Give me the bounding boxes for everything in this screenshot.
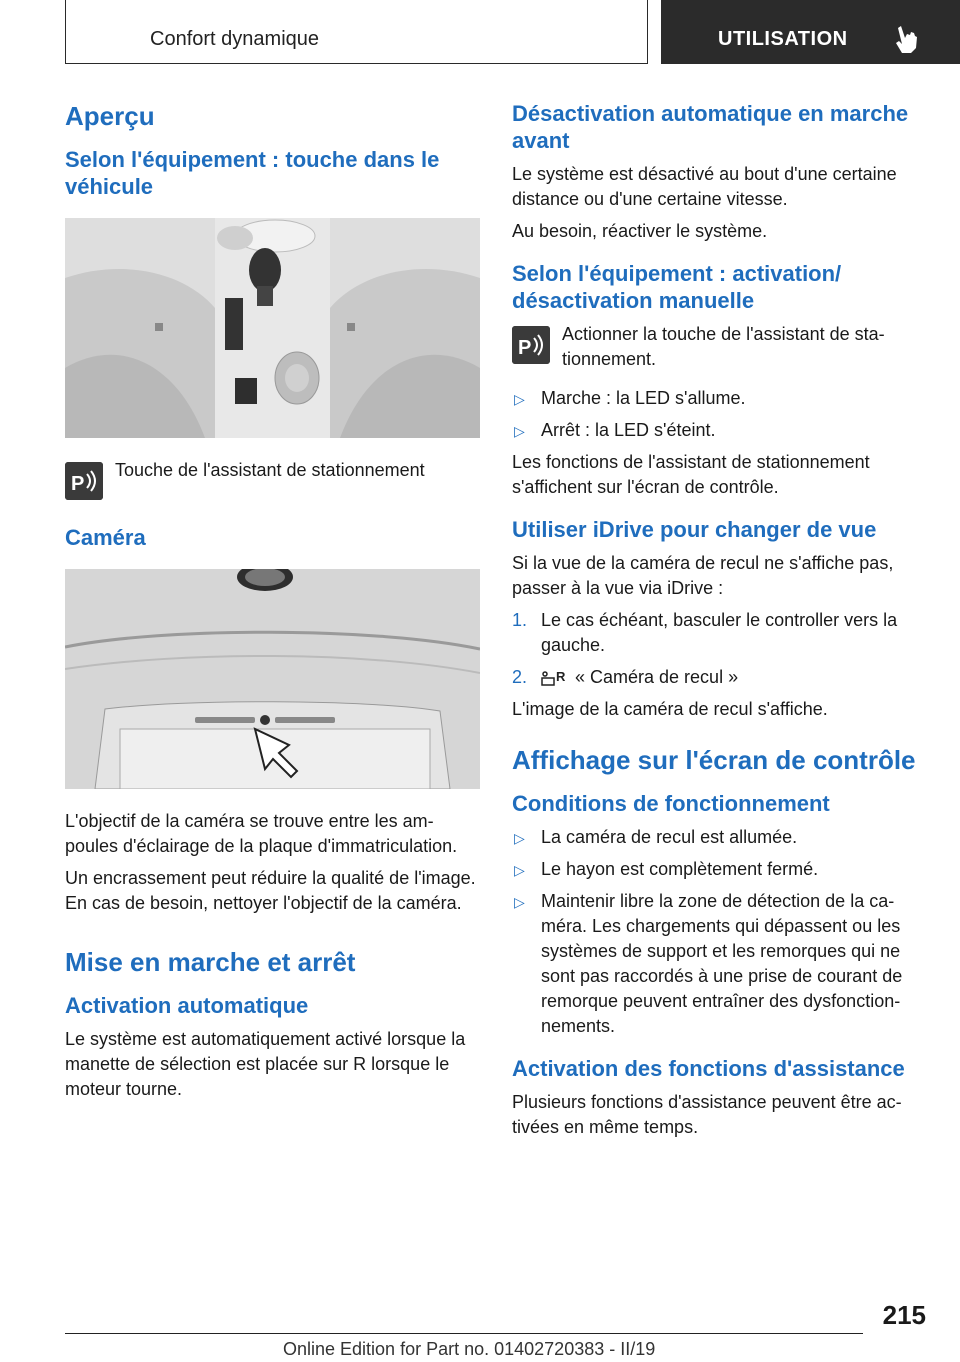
para-idrive: Si la vue de la caméra de recul ne s'affiche pas, passer à la vue via iDrive :: [512, 553, 894, 598]
heading-manuelle: Selon l'équipement : activation/ désactivation manuelle: [512, 261, 842, 313]
header-chapter-tab: [661, 0, 960, 64]
rear-camera-photo: [65, 569, 480, 789]
heading-affichage: Affichage sur l'écran de contrôle: [512, 745, 916, 775]
caption-touche: [65, 458, 480, 500]
triangle-bullet-icon: ▷: [514, 862, 525, 878]
svg-text:R: R: [556, 669, 566, 685]
para-encrassement: Un encrassement peut réduire la qualité de l'image. En cas de besoin, nettoyer l'objectif de la caméra.: [65, 868, 476, 913]
rear-camera-icon: [541, 668, 567, 688]
triangle-bullet-icon: ▷: [514, 423, 525, 439]
para-manuelle: Actionner la touche de l'assistant de sta-tionnement.: [562, 324, 885, 369]
list-item: ▷ Marche : la LED s'allume.: [512, 386, 927, 411]
heading-fonctions-assistance: Activation des fonctions d'assistance: [512, 1056, 905, 1081]
para-image: L'image de la caméra de recul s'affiche.: [512, 699, 828, 719]
para-fonctions-assistance: Plusieurs fonctions d'assistance peuvent être ac-tivées en même temps.: [512, 1092, 902, 1137]
heading-desactivation: Désactivation automatique en marche avant: [512, 101, 909, 153]
list-item: 2. R « Caméra de recul »: [512, 667, 739, 687]
list-conditions: [512, 825, 927, 1039]
steps-idrive: [512, 608, 927, 690]
header-chapter-label: UTILISATION: [718, 28, 848, 50]
svg-text:P: P: [518, 337, 532, 359]
para-fonctions: Les fonctions de l'assistant de stationnement s'affichent sur l'écran de contrôle.: [512, 452, 870, 497]
heading-camera: Caméra: [65, 525, 146, 550]
header-section-title: Confort dynamique: [150, 28, 319, 50]
para-desactivation-2: Au besoin, réactiver le système.: [512, 221, 768, 241]
triangle-bullet-icon: ▷: [514, 894, 525, 910]
list-item: ▷ Maintenir libre la zone de détection de la ca-méra. Les chargements qui dépassent ou les systèmes de support et les remorques qui ne sont pas raccordés à une prise de courant de remorque peuvent entraîner des dysfonction-nements.: [514, 891, 903, 1036]
left-column: [65, 100, 480, 1109]
header-section-box: [65, 0, 648, 64]
page-number: 215: [882, 1300, 926, 1330]
hand-pointer-icon: [893, 24, 919, 54]
para-desactivation-1: Le système est désactivé au bout d'une certaine distance ou d'une certaine vitesse.: [512, 164, 897, 209]
list-led: [512, 386, 927, 443]
heading-conditions: Conditions de fonctionnement: [512, 791, 830, 816]
triangle-bullet-icon: ▷: [514, 391, 525, 407]
caption-touche-text: Touche de l'assistant de stationnement: [115, 460, 425, 480]
list-item: ▷ Le hayon est complètement fermé.: [512, 857, 927, 882]
heading-mise-en-marche: Mise en marche et arrêt: [65, 947, 356, 977]
list-item: ▷ La caméra de recul est allumée.: [512, 825, 927, 850]
parking-assistant-button-icon: [65, 462, 103, 500]
footer-divider: [65, 1333, 863, 1334]
para-objectif: L'objectif de la caméra se trouve entre les am-poules d'éclairage de la plaque d'immatriculation.: [65, 811, 458, 856]
console-photo: [65, 218, 480, 438]
heading-touche-vehicule: Selon l'équipement : touche dans le véhicule: [65, 147, 440, 199]
caption-manuelle: [512, 322, 927, 372]
parking-assistant-button-icon: [512, 326, 550, 364]
heading-apercu: Aperçu: [65, 101, 155, 131]
right-column: [512, 100, 927, 1147]
heading-idrive: Utiliser iDrive pour changer de vue: [512, 517, 877, 542]
list-item: ▷ Arrêt : la LED s'éteint.: [512, 418, 927, 443]
list-item: 1. Le cas échéant, basculer le controller vers la gauche.: [512, 610, 898, 655]
para-activation-auto: Le système est automatiquement activé lorsque la manette de sélection est placée sur R lorsque le moteur tourne.: [65, 1029, 466, 1099]
footer-edition: Online Edition for Part no. 01402720383 - II/19: [283, 1339, 656, 1359]
heading-activation-auto: Activation automatique: [65, 993, 309, 1018]
svg-text:P: P: [71, 473, 85, 495]
triangle-bullet-icon: ▷: [514, 830, 525, 846]
